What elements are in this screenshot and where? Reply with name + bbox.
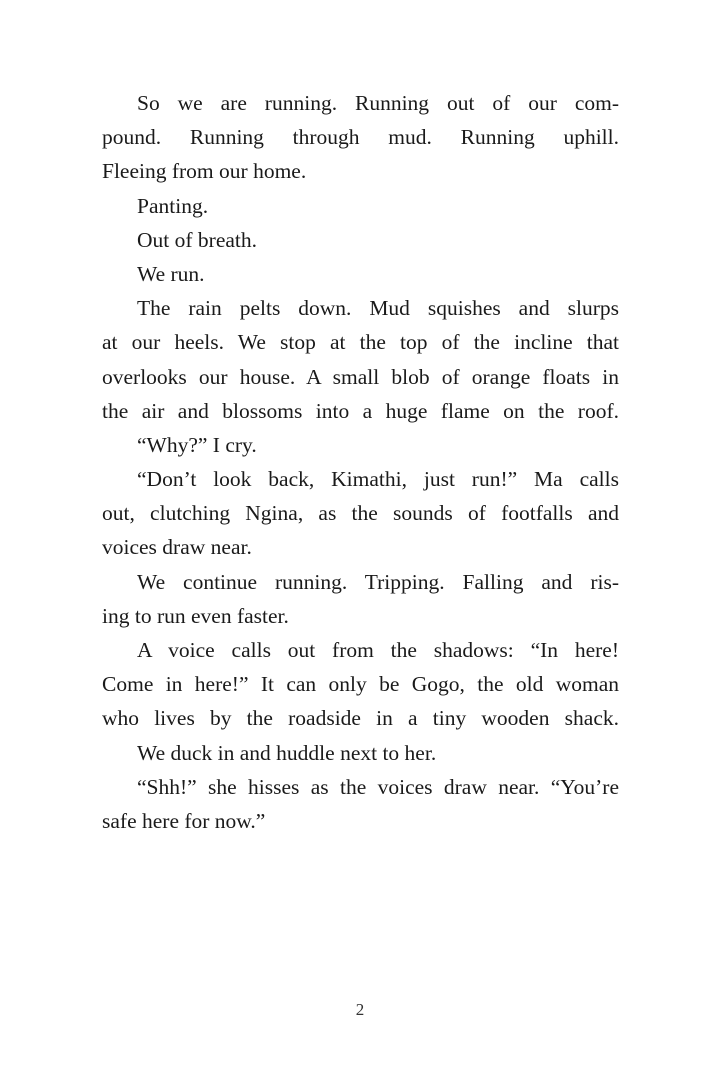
text-line: at our heels. We stop at the top of the incline that	[102, 330, 619, 355]
text-line: Out of breath.	[137, 227, 258, 252]
text-line: Panting.	[137, 193, 209, 218]
text-line: out, clutching Ngina, as the sounds of footfalls and	[102, 501, 619, 526]
body-text	[102, 86, 619, 838]
text-line: the air and blossoms into a huge flame on the roof.	[102, 398, 619, 423]
text-line: pound. Running through mud. Running uphill.	[102, 125, 619, 150]
text-line: Fleeing from our home.	[102, 159, 307, 184]
page-number: 2	[355, 1000, 365, 1019]
text-line: “Shh!” she hisses as the voices draw near. “You’re	[137, 774, 619, 799]
text-line: overlooks our house. A small blob of orange floats in	[102, 364, 619, 389]
text-line: We continue running. Tripping. Falling and ris-	[137, 569, 619, 594]
text-line: “Don’t look back, Kimathi, just run!” Ma calls	[137, 467, 619, 492]
text-line: who lives by the roadside in a tiny wooden shack.	[102, 706, 619, 731]
text-line: We duck in and huddle next to her.	[137, 740, 437, 765]
text-line: safe here for now.”	[102, 808, 266, 833]
text-line: A voice calls out from the shadows: “In here!	[137, 638, 619, 662]
text-line: The rain pelts down. Mud squishes and slurps	[137, 296, 619, 321]
text-line: Come in here!” It can only be Gogo, the old woman	[102, 672, 619, 697]
text-line: voices draw near.	[102, 535, 252, 560]
text-line: “Why?” I cry.	[137, 432, 257, 457]
text-line: So we are running. Running out of our com-	[137, 91, 619, 115]
text-line: ing to run even faster.	[102, 603, 289, 628]
text-line: We run.	[137, 261, 205, 286]
